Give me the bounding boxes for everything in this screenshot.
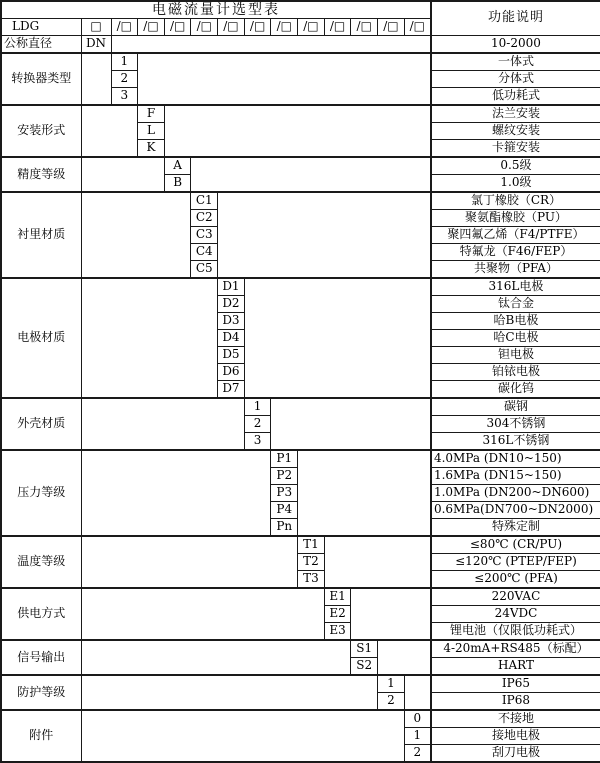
empty-cell bbox=[81, 53, 111, 105]
model-segment-box: /□ bbox=[164, 19, 191, 36]
model-segment-box: /□ bbox=[404, 19, 431, 36]
option-code-cell: 1 bbox=[378, 675, 405, 693]
option-desc-cell: 卡箍安装 bbox=[431, 140, 600, 158]
option-code-cell: 1 bbox=[244, 398, 271, 416]
option-desc-cell: 聚氨酯橡胶（PU） bbox=[431, 210, 600, 227]
section-label: 转换器类型 bbox=[1, 53, 81, 105]
option-desc-cell: 不接地 bbox=[431, 710, 600, 728]
option-desc-cell: 低功耗式 bbox=[431, 88, 600, 106]
option-code-cell: S1 bbox=[351, 640, 378, 658]
option-desc-cell: ≤120℃ (PTEP/FEP) bbox=[431, 554, 600, 571]
option-desc-cell: 刮刀电极 bbox=[431, 745, 600, 763]
option-code-cell: 3 bbox=[111, 88, 138, 106]
option-desc-cell: 0.6MPa(DN700~DN2000) bbox=[431, 502, 600, 519]
option-code-cell: P2 bbox=[271, 468, 298, 485]
option-desc-cell: 特氟龙（F46/FEP） bbox=[431, 244, 600, 261]
empty-cell bbox=[81, 710, 404, 762]
option-code-cell: 2 bbox=[378, 693, 405, 711]
option-desc-cell: 钛合金 bbox=[431, 296, 600, 313]
option-code-cell: C1 bbox=[191, 192, 218, 210]
option-code-cell: C5 bbox=[191, 261, 218, 279]
empty-cell bbox=[81, 192, 191, 278]
option-desc-cell: 特殊定制 bbox=[431, 519, 600, 537]
option-desc-cell: 4-20mA+RS485（标配） bbox=[431, 640, 600, 658]
option-code-cell: 0 bbox=[404, 710, 431, 728]
option-desc-cell: 接地电极 bbox=[431, 728, 600, 745]
empty-cell bbox=[191, 157, 431, 192]
empty-cell bbox=[81, 398, 244, 450]
option-code-cell: D6 bbox=[218, 364, 245, 381]
option-code-cell: P3 bbox=[271, 485, 298, 502]
section-label: 温度等级 bbox=[1, 536, 81, 588]
empty-cell bbox=[351, 588, 431, 640]
option-code-cell: A bbox=[164, 157, 191, 175]
option-desc-cell: 共聚物（PFA） bbox=[431, 261, 600, 279]
option-code-cell: E2 bbox=[324, 606, 351, 623]
option-desc-cell: 锂电池（仅限低功耗式） bbox=[431, 623, 600, 641]
option-code-cell: 3 bbox=[244, 433, 271, 451]
option-code-cell: B bbox=[164, 175, 191, 193]
option-desc-cell: HART bbox=[431, 658, 600, 676]
option-desc-cell: 钽电极 bbox=[431, 347, 600, 364]
option-desc-cell: IP68 bbox=[431, 693, 600, 711]
option-desc-cell: 316L不锈钢 bbox=[431, 433, 600, 451]
empty-cell bbox=[81, 588, 324, 640]
option-desc-cell: ≤80℃ (CR/PU) bbox=[431, 536, 600, 554]
empty-cell bbox=[81, 278, 218, 398]
option-code-cell: D7 bbox=[218, 381, 245, 399]
empty-cell bbox=[81, 450, 271, 536]
model-segment-box: /□ bbox=[244, 19, 271, 36]
option-code-cell: 2 bbox=[244, 416, 271, 433]
option-code-cell: F bbox=[138, 105, 165, 123]
option-desc-cell: 螺纹安装 bbox=[431, 123, 600, 140]
option-desc-cell: 316L电极 bbox=[431, 278, 600, 296]
option-code-cell: D4 bbox=[218, 330, 245, 347]
section-label: 压力等级 bbox=[1, 450, 81, 536]
empty-cell bbox=[218, 192, 431, 278]
empty-cell bbox=[81, 536, 298, 588]
option-code-cell: 2 bbox=[111, 71, 138, 88]
model-segment-box: /□ bbox=[111, 19, 138, 36]
option-code-cell: 1 bbox=[111, 53, 138, 71]
option-code-cell: L bbox=[138, 123, 165, 140]
model-base-box: □ bbox=[81, 19, 111, 36]
option-desc-cell: 碳钢 bbox=[431, 398, 600, 416]
option-desc-cell: 24VDC bbox=[431, 606, 600, 623]
empty-cell bbox=[81, 640, 351, 675]
model-segment-box: /□ bbox=[138, 19, 165, 36]
empty-cell bbox=[378, 640, 431, 675]
option-code-cell: K bbox=[138, 140, 165, 158]
option-code-cell: C2 bbox=[191, 210, 218, 227]
option-code-cell: E3 bbox=[324, 623, 351, 641]
option-desc-cell: 0.5级 bbox=[431, 157, 600, 175]
option-code-cell: C3 bbox=[191, 227, 218, 244]
option-desc-cell: ≤200℃ (PFA) bbox=[431, 571, 600, 589]
empty-cell bbox=[138, 53, 431, 105]
option-code-cell: T3 bbox=[298, 571, 325, 589]
model-segment-box: /□ bbox=[298, 19, 325, 36]
function-column-header: 功能说明 bbox=[431, 1, 600, 36]
option-desc-cell: 1.6MPa (DN15~150) bbox=[431, 468, 600, 485]
option-desc-cell: 4.0MPa (DN10~150) bbox=[431, 450, 600, 468]
option-desc-cell: 碳化钨 bbox=[431, 381, 600, 399]
section-label: 外壳材质 bbox=[1, 398, 81, 450]
option-code-cell: D1 bbox=[218, 278, 245, 296]
model-segment-box: /□ bbox=[191, 19, 218, 36]
model-segment-box: /□ bbox=[378, 19, 405, 36]
section-label: 防护等级 bbox=[1, 675, 81, 710]
diameter-desc: 10-2000 bbox=[431, 36, 600, 54]
option-desc-cell: 哈B电极 bbox=[431, 313, 600, 330]
option-desc-cell: 220VAC bbox=[431, 588, 600, 606]
diameter-code: DN bbox=[81, 36, 111, 54]
model-segment-box: /□ bbox=[271, 19, 298, 36]
option-desc-cell: 哈C电极 bbox=[431, 330, 600, 347]
table-title: 电磁流量计选型表 bbox=[1, 1, 431, 19]
option-code-cell: P1 bbox=[271, 450, 298, 468]
option-code-cell: Pn bbox=[271, 519, 298, 537]
option-code-cell: D3 bbox=[218, 313, 245, 330]
diameter-label: 公称直径 bbox=[1, 36, 81, 54]
selection-table-body bbox=[1, 1, 600, 762]
model-prefix: LDG bbox=[1, 19, 81, 36]
empty-cell bbox=[164, 105, 431, 157]
section-label: 电极材质 bbox=[1, 278, 81, 398]
empty-cell bbox=[111, 36, 431, 54]
empty-cell bbox=[298, 450, 431, 536]
option-desc-cell: IP65 bbox=[431, 675, 600, 693]
option-code-cell: P4 bbox=[271, 502, 298, 519]
option-code-cell: S2 bbox=[351, 658, 378, 676]
section-label: 安装形式 bbox=[1, 105, 81, 157]
option-code-cell: E1 bbox=[324, 588, 351, 606]
option-code-cell: D2 bbox=[218, 296, 245, 313]
empty-cell bbox=[81, 675, 378, 710]
option-desc-cell: 1.0级 bbox=[431, 175, 600, 193]
section-label: 供电方式 bbox=[1, 588, 81, 640]
empty-cell bbox=[244, 278, 431, 398]
empty-cell bbox=[271, 398, 431, 450]
option-desc-cell: 氯丁橡胶（CR） bbox=[431, 192, 600, 210]
model-segment-box: /□ bbox=[351, 19, 378, 36]
option-desc-cell: 304不锈钢 bbox=[431, 416, 600, 433]
option-desc-cell: 一体式 bbox=[431, 53, 600, 71]
option-desc-cell: 法兰安装 bbox=[431, 105, 600, 123]
option-code-cell: T2 bbox=[298, 554, 325, 571]
option-desc-cell: 1.0MPa (DN200~DN600) bbox=[431, 485, 600, 502]
empty-cell bbox=[81, 157, 164, 192]
model-segment-box: /□ bbox=[218, 19, 245, 36]
section-label: 信号输出 bbox=[1, 640, 81, 675]
section-label: 衬里材质 bbox=[1, 192, 81, 278]
option-desc-cell: 铂铱电极 bbox=[431, 364, 600, 381]
model-segment-box: /□ bbox=[324, 19, 351, 36]
empty-cell bbox=[404, 675, 431, 710]
option-code-cell: D5 bbox=[218, 347, 245, 364]
option-code-cell: T1 bbox=[298, 536, 325, 554]
section-label: 精度等级 bbox=[1, 157, 81, 192]
empty-cell bbox=[324, 536, 431, 588]
empty-cell bbox=[81, 105, 138, 157]
option-code-cell: 1 bbox=[404, 728, 431, 745]
option-desc-cell: 聚四氟乙烯（F4/PTFE） bbox=[431, 227, 600, 244]
option-desc-cell: 分体式 bbox=[431, 71, 600, 88]
option-code-cell: C4 bbox=[191, 244, 218, 261]
section-label: 附件 bbox=[1, 710, 81, 762]
option-code-cell: 2 bbox=[404, 745, 431, 763]
